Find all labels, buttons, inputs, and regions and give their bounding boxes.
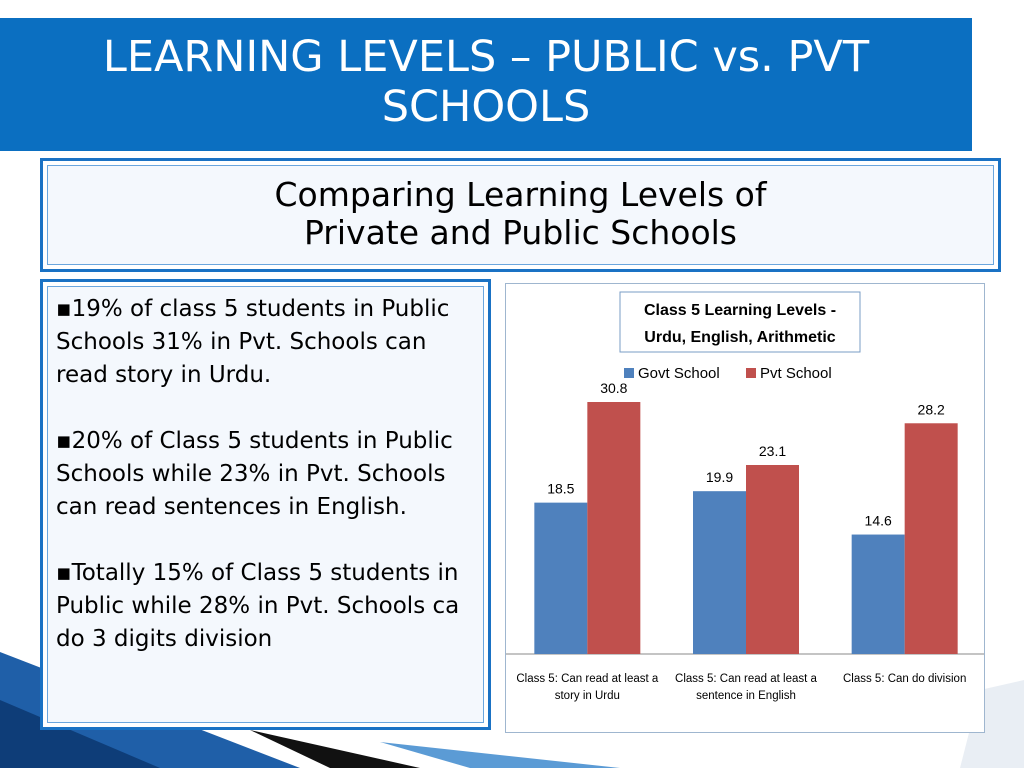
slide-title (0, 18, 972, 151)
category-label-1-0: Class 5: Can read at least a (675, 673, 817, 685)
subtitle-line-1: Comparing Learning Levels of (274, 175, 767, 214)
legend-swatch-0 (624, 368, 634, 378)
data-label-1-0: 30.8 (600, 380, 628, 396)
bar-0-0 (534, 503, 587, 654)
category-label-0-1: story in Urdu (554, 690, 620, 702)
findings-list (47, 286, 484, 723)
data-label-0-2: 14.6 (864, 512, 892, 529)
subtitle-text (47, 165, 994, 265)
finding-urdu: ▪19% of class 5 students in Public Schools 31% in Pvt. Schools can read story in Urdu. (56, 296, 450, 388)
bar-0-2 (852, 535, 905, 654)
legend-label-1: Pvt School (760, 365, 832, 382)
subtitle-line-2: Private and Public Schools (303, 213, 737, 252)
slide-title-line-1: LEARNING LEVELS – PUBLIC vs. PVT (102, 32, 870, 82)
bar-1-0 (587, 402, 640, 654)
bar-1-1 (746, 465, 799, 654)
data-label-1-2: 28.2 (917, 401, 945, 418)
chart-title-line-2: Urdu, English, Arithmetic (644, 329, 836, 346)
subtitle-box (40, 158, 1001, 272)
findings-box (40, 279, 491, 730)
bar-0-1 (693, 491, 746, 654)
data-label-1-1: 23.1 (758, 443, 787, 459)
legend-swatch-1 (746, 368, 756, 378)
finding-division: ▪Totally 15% of Class 5 students in Public while 28% in Pvt. Schools ca do 3 digits division (56, 560, 460, 652)
category-label-2-0: Class 5: Can do division (842, 673, 967, 685)
category-label-0-0: Class 5: Can read at least a (516, 673, 659, 685)
finding-english: ▪20% of Class 5 students in Public Schools while 23% in Pvt. Schools can read sentences in English. (56, 428, 453, 520)
chart-title-line-1: Class 5 Learning Levels - (643, 302, 837, 319)
category-label-1-1: sentence in English (696, 690, 796, 702)
bar-chart (505, 283, 985, 733)
data-label-0-1: 19.9 (705, 469, 734, 486)
bar-1-2 (905, 423, 958, 654)
bar-chart-svg (506, 284, 984, 732)
legend-label-0: Govt School (638, 365, 720, 382)
data-label-0-0: 18.5 (547, 480, 575, 497)
slide-title-line-2: SCHOOLS (381, 82, 591, 132)
